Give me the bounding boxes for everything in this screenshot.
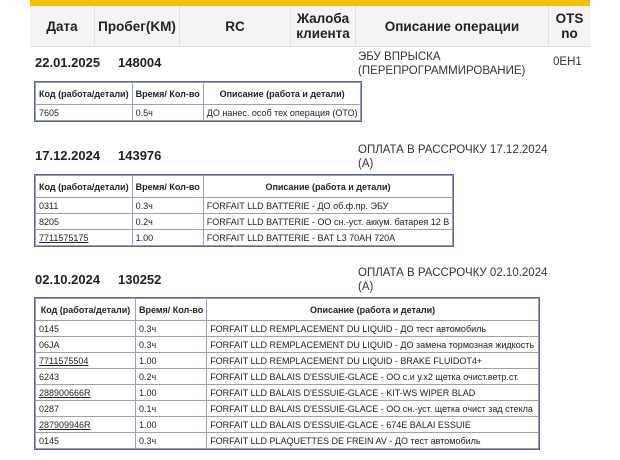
row-desc: ДО нанес. особ тех операция (ОТО) [203, 105, 361, 121]
row-qty: 1.00 [136, 353, 207, 369]
row-code: 0311 [36, 198, 133, 214]
table-row [36, 433, 539, 449]
record-mileage: 148004 [118, 55, 162, 70]
record-mileage: 130252 [118, 272, 162, 287]
col-time-header: Время/ Кол-во [132, 83, 203, 105]
header-ots: OTS no [555, 11, 584, 41]
table-row [36, 369, 539, 385]
row-qty: 0.3ч [132, 198, 203, 214]
col-code-header: Код (работа/детали) [36, 176, 133, 198]
row-desc: FORFAIT LLD BALAIS D'ESSUIE-GLACE - ОО с.и у.х2 щетка очист.ветр.ст. [207, 369, 539, 385]
table-row [36, 417, 539, 433]
table-row [36, 353, 539, 369]
row-desc: FORFAIT LLD BATTERIE - BAT L3 70AH 720A [203, 230, 452, 246]
row-qty: 0.3ч [136, 337, 207, 353]
col-code-header: Код (работа/детали) [36, 299, 136, 321]
row-desc: FORFAIT LLD REMPLACEMENT DU LIQUID - BRAKE FLUIDOT4+ [207, 353, 539, 369]
row-desc: FORFAIT LLD REMPLACEMENT DU LIQUID - ДО замена тормозная жидкость [207, 337, 539, 353]
col-desc-header: Описание (работа и детали) [203, 176, 452, 198]
row-code: 0145 [36, 433, 136, 449]
row-qty: 0.1ч [136, 401, 207, 417]
table-row [36, 337, 539, 353]
part-number-link[interactable]: 7711575175 [36, 230, 133, 246]
row-qty: 0.3ч [136, 321, 207, 337]
col-desc-header: Описание (работа и детали) [207, 299, 539, 321]
row-desc: FORFAIT LLD BALAIS D'ESSUIE-GLACE - KIT-WS WIPER BLAD [207, 385, 539, 401]
table-row [36, 105, 361, 121]
row-qty: 1.00 [136, 417, 207, 433]
record-detail-table [35, 175, 453, 246]
header-operation: Описание операции [384, 18, 520, 34]
table-row [36, 230, 453, 246]
part-number-link[interactable]: 287909946R [36, 417, 136, 433]
record-date: 02.10.2024 [35, 272, 101, 287]
row-code: 0145 [36, 321, 136, 337]
table-row [36, 198, 453, 214]
record-date: 22.01.2025 [35, 55, 101, 70]
part-number-link[interactable]: 288900666R [36, 385, 136, 401]
row-code: 7605 [36, 105, 133, 121]
record-operation: ОПЛАТА В РАССРОЧКУ 02.10.2024 (A) [358, 267, 548, 293]
row-desc: FORFAIT LLD BALAIS D'ESSUIE-GLACE - ОО сн.-уст. щетка очист зад стекла [207, 401, 539, 417]
table-row [36, 214, 453, 230]
header-date: Дата [46, 18, 78, 34]
col-time-header: Время/ Кол-во [132, 176, 203, 198]
row-qty: 1.00 [132, 230, 203, 246]
header-rc: RC [225, 18, 245, 34]
record-operation: ОПЛАТА В РАССРОЧКУ 17.12.2024 (A) [358, 144, 548, 170]
row-code: 0287 [36, 401, 136, 417]
col-code-header: Код (работа/детали) [36, 83, 133, 105]
row-code: 06JA [36, 337, 136, 353]
row-qty: 0.3ч [136, 433, 207, 449]
row-qty: 0.5ч [132, 105, 203, 121]
row-qty: 1.00 [136, 385, 207, 401]
history-table-header [30, 6, 590, 47]
row-desc: FORFAIT LLD BALAIS D'ESSUIE-GLACE - 674E BALAI ESSUIE [207, 417, 539, 433]
row-desc: FORFAIT LLD REMPLACEMENT DU LIQUID - ДО тест автомобиль [207, 321, 539, 337]
table-row [36, 321, 539, 337]
record-detail-table [35, 82, 361, 121]
row-desc: FORFAIT LLD BATTERIE - ДО об.ф.пр. ЭБУ [203, 198, 452, 214]
row-desc: FORFAIT LLD BATTERIE - ОО сн.-уст. аккум. батарея 12 В [203, 214, 452, 230]
row-qty: 0.2ч [132, 214, 203, 230]
header-complaint: Жалоба клиента [296, 11, 350, 41]
record-detail-table [35, 298, 539, 449]
col-desc-header: Описание (работа и детали) [203, 83, 361, 105]
row-code: 6243 [36, 369, 136, 385]
part-number-link[interactable]: 7711575504 [36, 353, 136, 369]
table-row [36, 401, 539, 417]
header-mileage: Пробег(KM) [98, 18, 176, 34]
row-qty: 0.2ч [136, 369, 207, 385]
record-ots: 0EH1 [553, 56, 582, 68]
col-time-header: Время/ Кол-во [136, 299, 207, 321]
table-row [36, 385, 539, 401]
row-code: 8205 [36, 214, 133, 230]
row-desc: FORFAIT LLD PLAQUETTES DE FREIN AV - ДО тест автомобиль [207, 433, 539, 449]
record-operation: ЭБУ ВПРЫСКА (ПЕРЕПРОГРАММИРОВАНИЕ) [358, 51, 526, 77]
record-date: 17.12.2024 [35, 148, 101, 163]
record-mileage: 143976 [118, 148, 162, 163]
